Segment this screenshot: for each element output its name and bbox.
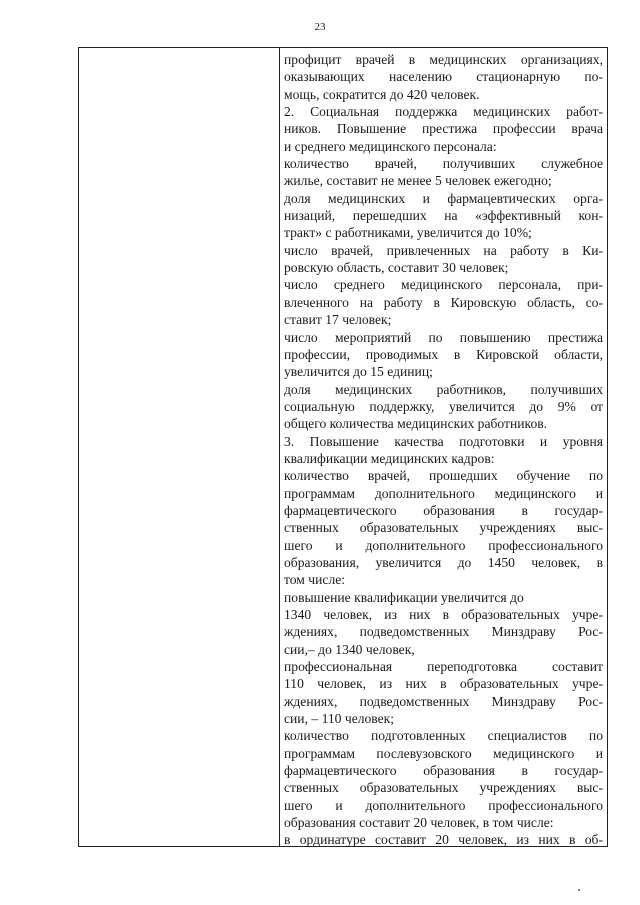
text-line: сии,– до 1340 человек,	[284, 641, 415, 657]
text-line: и среднего медицинского персонала:	[284, 138, 497, 154]
text-line: ждениях, подведомственных Минздраву Рос-	[284, 693, 603, 709]
text-line: ровскую область, составит 30 человек;	[284, 260, 509, 276]
text-line: ственных образовательных учреждениях выс-	[284, 780, 603, 796]
text-line: оказывающих населению стационарную по-	[284, 69, 603, 85]
text-line: том числе:	[284, 572, 346, 588]
text-line: доля медицинских и фармацевтических орга-	[284, 190, 603, 206]
page-number: 23	[314, 21, 326, 33]
text-line: социальную поддержку, увеличится до 9% от	[284, 398, 603, 414]
text-line: влеченного на работу в Кировскую область, со-	[284, 294, 603, 310]
text-line: фармацевтического образования в государ-	[284, 502, 603, 518]
text-line: шего и дополнительного профессионального	[284, 537, 603, 553]
text-line: профицит врачей в медицинских организациях,	[284, 52, 603, 67]
text-line: увеличится до 15 единиц;	[284, 364, 433, 380]
text-line: количество подготовленных специалистов по	[284, 728, 603, 744]
text-line: мощь, сократится до 420 человек.	[284, 86, 480, 102]
text-line: число среднего медицинского персонала, при-	[284, 277, 603, 293]
document-table	[78, 47, 608, 847]
text-line: шего и дополнительного профессионального	[284, 797, 603, 813]
text-line: ственных образовательных учреждениях выс-	[284, 520, 603, 536]
text-line: образования составит 20 человек, в том числе:	[284, 815, 554, 831]
text-line: низаций, перешедших на «эффективный кон-	[284, 208, 603, 224]
text-line: общего количества медицинских работников.	[284, 416, 548, 432]
text-line: ждениях, подведомственных Минздраву Рос-	[284, 624, 603, 640]
text-line: квалификации медицинских кадров:	[284, 450, 495, 466]
text-line: 2. Социальная поддержка медицинских работ-	[284, 104, 603, 120]
text-line: тракт» с работниками, увеличится до 10%;	[284, 225, 532, 241]
text-line: количество врачей, прошедших обучение по	[284, 468, 603, 484]
right-column-cell	[284, 51, 603, 849]
text-line: ников. Повышение престижа профессии врача	[284, 121, 603, 137]
text-line: повышение квалификации увеличится до	[284, 589, 524, 605]
text-line: профессии, проводимых в Кировской области,	[284, 346, 603, 362]
text-line: число мероприятий по повышению престижа	[284, 329, 603, 345]
text-line: образования, увеличится до 1450 человек, в	[284, 554, 603, 570]
scan-speck	[578, 889, 580, 891]
text-line: в ординатуре составит 20 человек, из них в об-	[284, 832, 603, 848]
text-line: профессиональная переподготовка составит	[284, 659, 603, 675]
text-line: жилье, составит не менее 5 человек ежегодно;	[284, 173, 552, 189]
text-line: фармацевтического образования в государ-	[284, 763, 603, 779]
text-line: доля медицинских работников, получивших	[284, 381, 603, 397]
left-column-cell	[79, 48, 280, 846]
text-line: 110 человек, из них в образовательных учре-	[284, 676, 603, 692]
text-line: программам послевузовского медицинского и	[284, 745, 603, 761]
text-line: ставит 17 человек;	[284, 312, 392, 328]
text-line: программам дополнительного медицинского и	[284, 485, 603, 501]
text-line: 1340 человек, из них в образовательных учре-	[284, 607, 603, 622]
text-line: количество врачей, получивших служебное	[284, 156, 603, 172]
text-line: 3. Повышение качества подготовки и уровня	[284, 433, 603, 449]
text-line: число врачей, привлеченных на работу в Ки-	[284, 242, 603, 258]
text-line: сии, – 110 человек;	[284, 711, 395, 727]
